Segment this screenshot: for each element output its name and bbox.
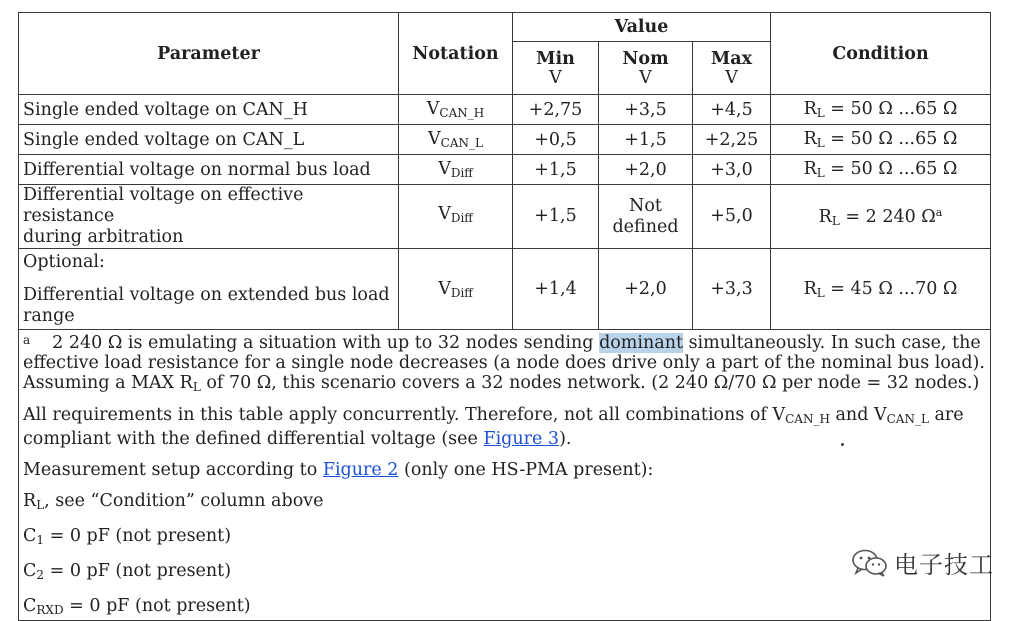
header-max-unit: V bbox=[725, 68, 738, 88]
notation-main: V bbox=[438, 159, 451, 179]
table-row bbox=[19, 155, 991, 185]
note-text: C bbox=[23, 526, 37, 546]
cond-sub: L bbox=[816, 106, 825, 120]
c1-note bbox=[23, 526, 986, 550]
row-notation bbox=[399, 125, 513, 155]
header-condition: Condition bbox=[771, 13, 991, 95]
watermark-text: 电子技工 bbox=[894, 551, 994, 579]
cond-main: R bbox=[818, 206, 832, 227]
setup-note bbox=[23, 460, 986, 480]
footnote-a bbox=[23, 330, 986, 397]
c2-note bbox=[23, 561, 986, 585]
header-value: Value bbox=[513, 13, 771, 42]
cond-main: R bbox=[803, 99, 817, 119]
cond-sub: L bbox=[816, 136, 825, 150]
notation-sub: Diff bbox=[450, 285, 473, 300]
row-max: +5,0 bbox=[693, 185, 771, 249]
notation-main: V bbox=[428, 129, 441, 149]
row-parameter-line: range bbox=[23, 305, 75, 326]
row-nom: +2,0 bbox=[599, 155, 693, 185]
row-condition bbox=[771, 125, 991, 155]
line-gap bbox=[23, 273, 394, 285]
row-max: +4,5 bbox=[693, 95, 771, 125]
figure-2-link[interactable]: Figure 2 bbox=[322, 460, 399, 480]
header-max bbox=[693, 42, 771, 95]
note-text: Measurement setup according to bbox=[23, 460, 323, 480]
notation-sub: CAN_H bbox=[439, 106, 485, 120]
row-min: +1,5 bbox=[513, 155, 599, 185]
row-notation bbox=[399, 95, 513, 125]
note-text: All requirements in this table apply concurrently. Therefore, not all combinations of V bbox=[23, 405, 786, 425]
row-nom-line: defined bbox=[612, 216, 679, 237]
watermark bbox=[852, 545, 994, 580]
row-condition bbox=[771, 249, 991, 330]
notes-cell bbox=[19, 330, 991, 621]
row-parameter-line: Differential voltage on effective resistance bbox=[23, 185, 304, 226]
stray-dot bbox=[841, 443, 844, 446]
header-min-label: Min bbox=[536, 49, 575, 69]
note-text: , see “Condition” column above bbox=[44, 491, 324, 511]
header-nom-label: Nom bbox=[622, 49, 669, 69]
row-parameter: Single ended voltage on CAN_L bbox=[19, 125, 399, 155]
row-condition bbox=[771, 155, 991, 185]
row-min: +2,75 bbox=[513, 95, 599, 125]
table-row bbox=[19, 185, 991, 249]
row-notation bbox=[399, 155, 513, 185]
cond-main: R bbox=[803, 129, 817, 149]
note-text: ). bbox=[559, 429, 572, 449]
cond-sub: L bbox=[831, 213, 840, 228]
row-notation bbox=[399, 185, 513, 249]
notation-main: V bbox=[426, 99, 440, 119]
row-max: +3,0 bbox=[693, 155, 771, 185]
note-sub: CAN_H bbox=[785, 412, 830, 426]
notation-main: V bbox=[438, 204, 451, 224]
cond-rest: = 50 Ω ...65 Ω bbox=[824, 159, 958, 179]
row-parameter-line: during arbitration bbox=[23, 227, 184, 247]
row-parameter: Single ended voltage on CAN_H bbox=[19, 95, 399, 125]
cond-sub: L bbox=[816, 166, 825, 180]
cond-main: R bbox=[803, 159, 817, 179]
footnote-mark: a bbox=[23, 333, 31, 347]
notes-row bbox=[19, 330, 991, 621]
highlighted-word[interactable]: dominant bbox=[599, 333, 683, 353]
footnote-text: simultaneously. In such case, the effective load resistance for a single node decreases (a node does drive only a part of the nominal bus load). Assuming a MAX R bbox=[23, 333, 985, 393]
row-nom-line: Not bbox=[629, 195, 662, 216]
table-row bbox=[19, 125, 991, 155]
row-parameter bbox=[19, 185, 399, 249]
footnote-sub: L bbox=[192, 380, 201, 394]
rl-note bbox=[23, 491, 986, 515]
table-row bbox=[19, 249, 991, 330]
row-nom bbox=[599, 185, 693, 249]
cond-rest: = 2 240 Ω bbox=[839, 206, 936, 227]
row-max: +2,25 bbox=[693, 125, 771, 155]
note-sub: CAN_L bbox=[886, 412, 929, 426]
note-text: = 0 pF (not present) bbox=[44, 526, 232, 546]
row-condition bbox=[771, 185, 991, 249]
header-max-label: Max bbox=[710, 49, 753, 69]
notation-sub: CAN_L bbox=[440, 136, 483, 150]
row-parameter-line: Optional: bbox=[23, 251, 105, 272]
row-condition bbox=[771, 95, 991, 125]
cond-rest: = 50 Ω ...65 Ω bbox=[824, 129, 958, 149]
row-min: +0,5 bbox=[513, 125, 599, 155]
note-text: = 0 pF (not present) bbox=[63, 596, 251, 616]
header-nom bbox=[599, 42, 693, 95]
row-nom: +1,5 bbox=[599, 125, 693, 155]
note-text: and V bbox=[829, 405, 887, 425]
table-row bbox=[19, 95, 991, 125]
note-sub: L bbox=[36, 498, 45, 512]
row-max: +3,3 bbox=[693, 249, 771, 330]
header-nom-unit: V bbox=[639, 68, 652, 88]
wechat-icon bbox=[852, 549, 888, 577]
note-text: (only one HS-PMA present): bbox=[398, 460, 654, 480]
row-nom: +3,5 bbox=[599, 95, 693, 125]
cond-sub: L bbox=[816, 285, 825, 300]
note-text: C bbox=[23, 561, 37, 581]
cond-main: R bbox=[803, 278, 817, 299]
row-notation bbox=[399, 249, 513, 330]
header-min-unit: V bbox=[549, 68, 562, 88]
cond-rest: = 45 Ω ...70 Ω bbox=[824, 278, 958, 299]
requirements-note bbox=[23, 405, 986, 449]
crxd-note bbox=[23, 596, 986, 620]
row-parameter bbox=[19, 249, 399, 330]
header-parameter: Parameter bbox=[19, 13, 399, 95]
row-parameter: Differential voltage on normal bus load bbox=[19, 155, 399, 185]
row-nom: +2,0 bbox=[599, 249, 693, 330]
header-min bbox=[513, 42, 599, 95]
note-sub: 1 bbox=[36, 533, 45, 547]
row-parameter-line: Differential voltage on extended bus load bbox=[23, 284, 390, 305]
note-sub: 2 bbox=[36, 568, 45, 582]
notation-sub: Diff bbox=[450, 211, 473, 225]
footnote-text: 2 240 Ω is emulating a situation with up to 32 nodes sending bbox=[52, 333, 600, 353]
row-min: +1,4 bbox=[513, 249, 599, 330]
footnote-text: of 70 Ω, this scenario covers a 32 nodes network. (2 240 Ω/70 Ω per node = 32 nodes.) bbox=[200, 373, 980, 393]
notation-sub: Diff bbox=[450, 166, 473, 180]
row-min: +1,5 bbox=[513, 185, 599, 249]
note-text: R bbox=[23, 491, 37, 511]
note-text: = 0 pF (not present) bbox=[44, 561, 232, 581]
header-notation: Notation bbox=[399, 13, 513, 95]
note-text: C bbox=[23, 596, 37, 616]
notation-main: V bbox=[438, 278, 451, 299]
figure-3-link[interactable]: Figure 3 bbox=[483, 429, 560, 449]
cond-rest: = 50 Ω ...65 Ω bbox=[824, 99, 958, 119]
note-sub: RXD bbox=[36, 603, 64, 617]
footnote-ref: a bbox=[935, 205, 943, 219]
note-text: are compliant with the defined differential voltage (see bbox=[23, 405, 964, 449]
spec-table bbox=[18, 12, 991, 621]
